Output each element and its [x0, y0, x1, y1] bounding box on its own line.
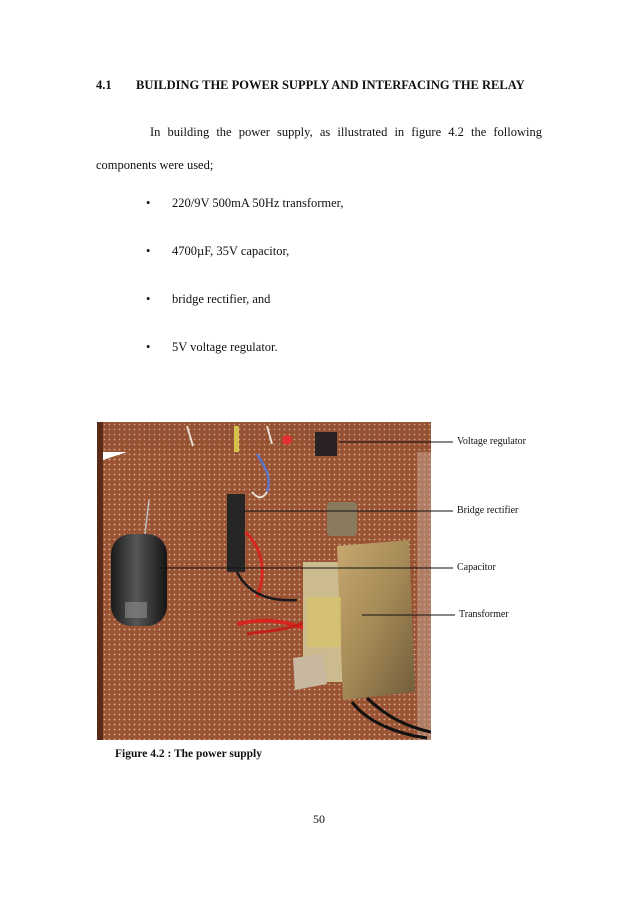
callout-lines	[431, 0, 461, 903]
power-supply-photo	[97, 422, 431, 740]
component-list	[146, 196, 343, 388]
intro-paragraph	[96, 116, 542, 182]
section-title: BUILDING THE POWER SUPPLY AND INTERFACING THE RELAY	[136, 78, 525, 92]
list-item: • 220/9V 500mA 50Hz transformer,	[146, 196, 344, 210]
label-voltage-regulator: Voltage regulator	[457, 436, 526, 447]
label-bridge-rectifier: Bridge rectifier	[457, 505, 519, 516]
intro-text: In building the power supply, as illustrated in figure 4.2 the following components were used;	[96, 125, 542, 172]
component-regulator: 5V voltage regulator.	[172, 340, 278, 354]
figure-caption: Figure 4.2 : The power supply	[115, 748, 262, 760]
label-transformer: Transformer	[459, 609, 509, 620]
list-item: • bridge rectifier, and	[146, 292, 271, 306]
label-capacitor: Capacitor	[457, 562, 496, 573]
section-number: 4.1	[96, 78, 112, 92]
list-item: • 4700µF, 35V capacitor,	[146, 244, 290, 258]
component-transformer: 220/9V 500mA 50Hz transformer,	[172, 196, 344, 210]
component-rectifier: bridge rectifier, and	[172, 292, 271, 306]
component-capacitor: 4700µF, 35V capacitor,	[172, 244, 290, 258]
list-item: • 5V voltage regulator.	[146, 340, 278, 354]
page-number: 50	[313, 812, 325, 826]
